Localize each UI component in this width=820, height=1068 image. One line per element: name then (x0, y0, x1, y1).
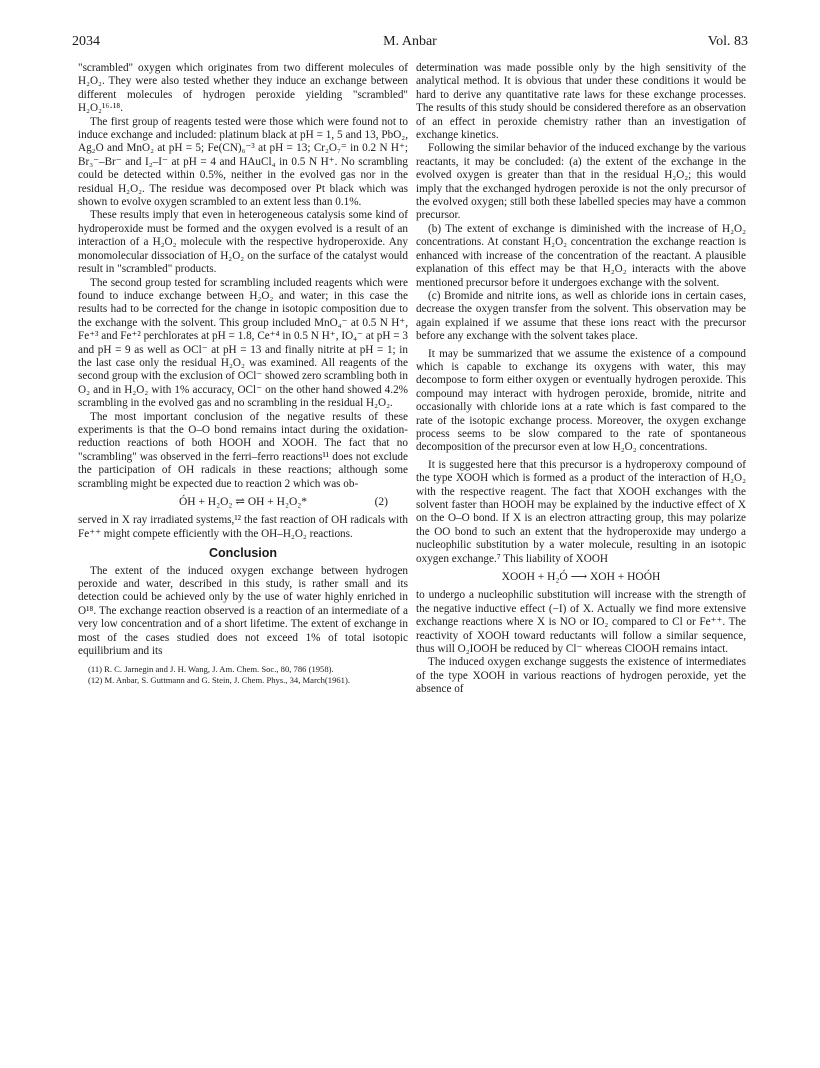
paragraph: The extent of the induced oxygen exchange between hydrogen peroxide and water, described in this study, is rather small and its detection could be achieved only by the use of water highly enriched in O¹⁸. The exchange reaction observed is a reaction of an intermediate of a very low concentration and of a short lifetime. The extent of exchange in most of the cases studied does not exceed 1% of total isotopic equilibrium and its (78, 564, 408, 658)
footnote: (11) R. C. Jarnegin and J. H. Wang, J. Am. Chem. Soc., 80, 786 (1958). (88, 664, 334, 675)
paragraph: to undergo a nucleophilic substitution will increase with the strength of the negative inductive effect (−I) of X. Actually we find more extensive exchange reactions where X is NO or IO₂ compared to Cl or Fe⁺⁺. The reactivity of XOOH toward reductants will follow a similar sequence, thus will O₂IOOH be reduced by Cl⁻ whereas ClOOH remains intact. (416, 589, 746, 656)
left-column (78, 62, 408, 686)
paragraph: The most important conclusion of the negative results of these experiments is that the O–O bond remains intact during the oxidation-reduction reactions of both HOOH and XOOH. The fact that no "scrambling" was observed in the ferri–ferro reactions¹¹ does not exclude the participation of OH radicals in these reactions; although some scrambling might be expected due to reaction 2 which was ob- (78, 410, 408, 490)
footnotes (78, 664, 408, 685)
paragraph: (b) The extent of exchange is diminished with the increase of H₂O₂ concentrations. At constant H₂O₂ concentration the exchange reaction is enhanced with increase of the concentration of the reactant. A plausible explanation of this effect may be that H₂O₂ interacts with the above mentioned precursor before it undergoes exchange with the solvent. (416, 222, 746, 289)
footnote: (12) M. Anbar, S. Guttmann and G. Stein, J. Chem. Phys., 34, March(1961). (88, 675, 350, 686)
section-title: Conclusion (208, 546, 278, 561)
equation-2 (78, 496, 408, 509)
equation-exchange (416, 571, 746, 584)
paragraph: "scrambled" oxygen which originates from two different molecules of H₂O₂. They were also tested whether they induce an exchange between different molecules of hydrogen peroxide yielding "scrambled" H₂O₂¹⁶·¹⁸. (78, 62, 408, 115)
paragraph: The second group tested for scrambling included reagents which were found to induce exchange between H₂O₂ and water; in this case the results had to be corrected for the change in isotopic composition due to the exchange with the solvent. This group included MnO₄⁻ at 0.5 N H⁺, Fe⁺³ and Fe⁺² perchlorates at pH = 1.8, Ce⁺⁴ in 0.5 N H⁺, IO₄⁻ at pH = 3 and pH = 9 as well as OCl⁻ at pH = 13 and finally nitrite at pH = 1; in the last case only the residual H₂O₂ was examined. All reagents of the second group with the exclusion of OCl⁻ showed zero scrambling both in O₂ and in H₂O₂ with 1% accuracy, OCl⁻ on the other hand showed 4.2% scrambling in the evolved gas and no scrambling in the residual H₂O₂. (78, 276, 408, 410)
paragraph: The first group of reagents tested were those which were found not to induce exchange and included: platinum black at pH = 1, 5 and 13, PbO₂, Ag₂O and MnO₂ at pH = 5; Fe(CN)₆⁻³ at pH = 13; Cr₂O₇⁼ in 0.2 N H⁺; Br₃⁻–Br⁻ and I₂–I⁻ at pH = 4 and HAuCl₄ in 0.5 N H⁺. No scrambling could be detected within 0.5%, neither in the evolved gas nor in the residual H₂O₂. The residue was decomposed over Pt black which was shown to evolve oxygen scrambled to an extent less than 0.1%. (78, 115, 408, 209)
journal-volume: Vol. 83 (707, 34, 748, 49)
paragraph: It may be summarized that we assume the existence of a compound which is capable to exchange its oxygens with water, this may decompose to form either oxygen or eventually hydrogen peroxide. This compound may interact with hydrogen peroxide, bromide, nitrite and occasionally with chloride ions at a rate which is fast compared to the rate of the isotopic exchange process. Moreover, the oxygen exchange process seems to be slow compared to the rate of spontaneous decomposition of the precursor even at low H₂O₂ concentrations. (416, 347, 746, 454)
paragraph: The induced oxygen exchange suggests the existence of intermediates of the type XOOH in various reactions of hydrogen peroxide, yet the absence of (416, 656, 746, 696)
equation-body: ÓH + H₂O₂ ⇌ OH + H₂O₂* (178, 496, 308, 508)
paragraph: determination was made possible only by the high sensitivity of the analytical method. It is obvious that under these conditions it would be hard to derive any quantitative rate laws for these exchange processes. The results of this study should be considered therefore as an observation of an effect in peroxide chemistry rather than an investigation of exchange kinetics. (416, 62, 746, 142)
equation-number: (2) (374, 496, 388, 508)
paragraph: (c) Bromide and nitrite ions, as well as chloride ions in certain cases, decrease the oxygen transfer from the solvent. This observation may be again explained if we assume that these ions react with the precursor before any exchange with the solvent takes place. (416, 289, 746, 343)
page-number: 2034 (72, 34, 100, 49)
paragraph: served in X ray irradiated systems,¹² the fast reaction of OH radicals with Fe⁺⁺ might compete efficiently with the OH–H₂O₂ reactions. (78, 514, 408, 540)
paragraph: It is suggested here that this precursor is a hydroperoxy compound of the type XOOH which is formed as a product of the interaction of H₂O₂ with the respective reagent. The fact that XOOH exchanges with the solvent faster than HOOH may be explained by the inductive effect of X on the O–O bond. If X is an electron attracting group, this may polarize the OO bond to such an extent that the hydroperoxide may undergo a nucleophilic substitution by a water molecule, resulting in an isotopic oxygen exchange.⁷ This liability of XOOH (416, 458, 746, 565)
running-header (72, 34, 748, 54)
equation-body: XOOH + H₂Ó ⟶ XOH + HOÓH (501, 571, 661, 584)
running-author: M. Anbar (383, 34, 437, 49)
right-column (416, 62, 746, 697)
paragraph: Following the similar behavior of the induced exchange by the various reactants, it may be concluded: (a) the extent of the exchange in the evolved oxygen is greater than that in the residual H₂O₂; this would imply that the exchanged hydrogen peroxide is not the only precursor of the evolved oxygen; still both these labelled species may have a common precursor. (416, 142, 746, 222)
paragraph: These results imply that even in heterogeneous catalysis some kind of hydroperoxide must be formed and the oxygen evolved is a result of an interaction of a H₂O₂ molecule with the respective hydroperoxide. Any monomolecular dissociation of H₂O₂ on the surface of the catalyst would result in "scrambled" products. (78, 209, 408, 276)
